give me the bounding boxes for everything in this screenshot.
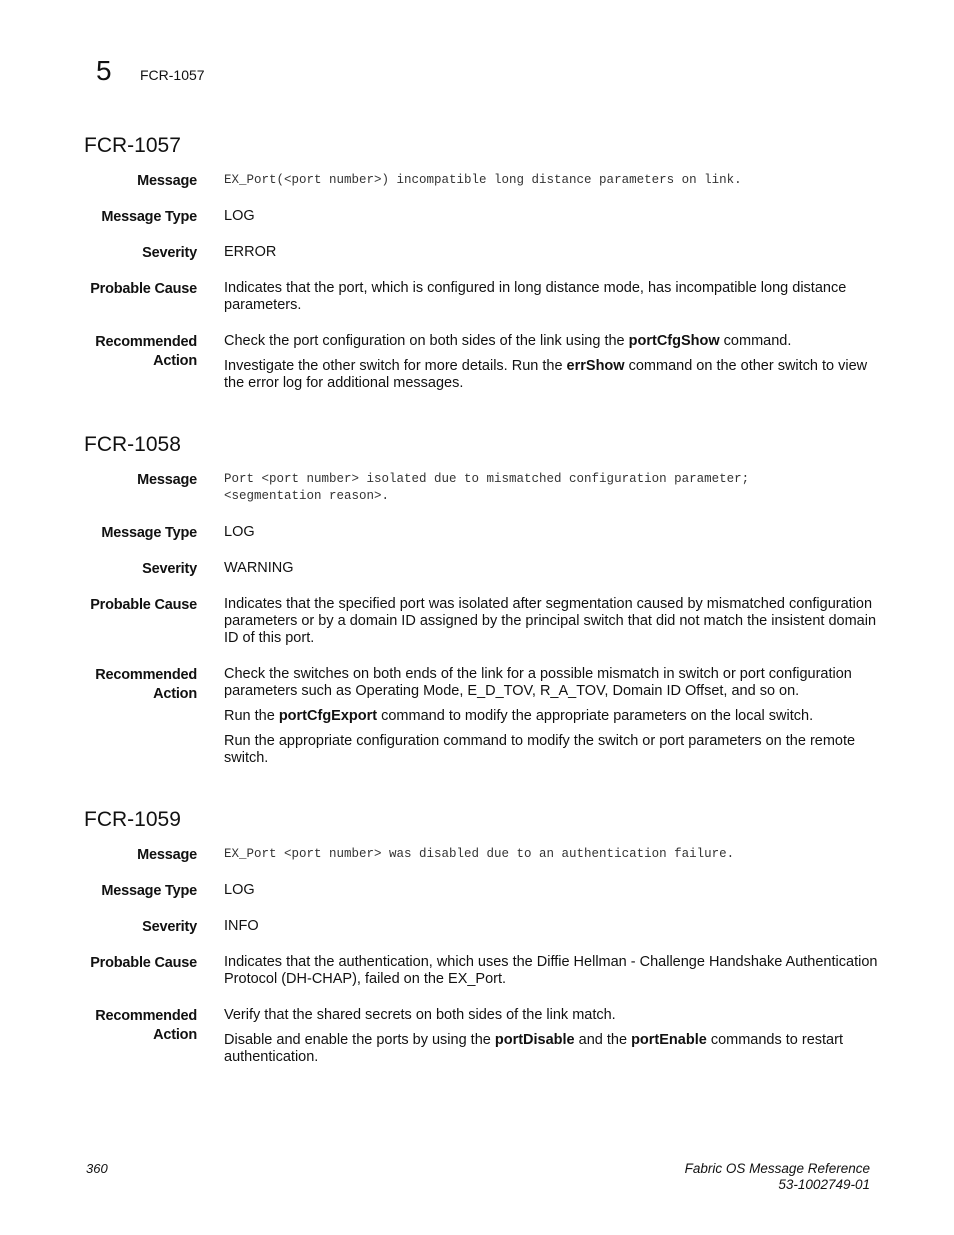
message-text: Port <port number> isolated due to mismatched configuration parameter; <segmentation reason>. xyxy=(224,472,750,503)
probable-cause-label: Probable Cause xyxy=(90,597,197,613)
probable-cause-row xyxy=(84,596,884,647)
probable-cause-label: Probable Cause xyxy=(90,281,197,297)
action-paragraph: Check the port configuration on both sides of the link using the portCfgShow command. xyxy=(224,333,792,349)
recommended-action-row xyxy=(84,1007,884,1066)
command-name: portEnable xyxy=(631,1032,707,1048)
message-type-label: Message Type xyxy=(101,209,197,225)
command-name: portCfgShow xyxy=(628,333,720,349)
message-type-value: LOG xyxy=(224,882,255,898)
command-name: errShow xyxy=(566,358,625,374)
doc-title: Fabric OS Message Reference xyxy=(684,1161,870,1176)
severity-label: Severity xyxy=(142,245,197,261)
severity-row xyxy=(84,244,884,261)
action-paragraph: Check the switches on both ends of the link for a possible mismatch in switch or port configuration parameters such as Operating Mode, E_D_TOV, R_A_TOV, Domain ID Offset, and so on. xyxy=(224,666,852,699)
action-paragraph: Disable and enable the ports by using the portDisable and the portEnable commands to restart authentication. xyxy=(224,1032,843,1065)
severity-label: Severity xyxy=(142,561,197,577)
message-label: Message xyxy=(137,472,197,488)
footer-doc-info xyxy=(685,1161,870,1193)
message-text: EX_Port <port number> was disabled due to an authentication failure. xyxy=(224,847,735,861)
probable-cause-label: Probable Cause xyxy=(90,955,197,971)
action-paragraph: Investigate the other switch for more details. Run the errShow command on the other switch to view the error log for additional messages. xyxy=(224,358,868,391)
action-paragraph: Run the appropriate configuration command to modify the switch or port parameters on the remote switch. xyxy=(224,733,856,766)
message-row xyxy=(84,846,884,863)
action-paragraph: Run the portCfgExport command to modify the appropriate parameters on the local switch. xyxy=(224,708,814,724)
severity-value: ERROR xyxy=(224,244,277,260)
message-type-row xyxy=(84,524,884,541)
recommended-action-row xyxy=(84,666,884,767)
message-row xyxy=(84,172,884,189)
running-title: FCR-1057 xyxy=(140,67,205,83)
recommended-action-label: Recommended Action xyxy=(95,667,197,702)
severity-value: INFO xyxy=(224,918,259,934)
message-label: Message xyxy=(137,173,197,189)
message-type-row xyxy=(84,208,884,225)
probable-cause-text: Indicates that the specified port was isolated after segmentation caused by mismatched configuration parameters or by a domain ID assigned by the principal switch that did not match the insistent domain ID of this port. xyxy=(224,596,877,646)
section-fcr-1059 xyxy=(84,808,884,1085)
message-type-label: Message Type xyxy=(101,525,197,541)
recommended-action-label: Recommended Action xyxy=(95,1008,197,1043)
message-type-row xyxy=(84,882,884,899)
section-title: FCR-1057 xyxy=(84,134,181,157)
command-name: portCfgExport xyxy=(278,708,378,724)
chapter-number: 5 xyxy=(96,55,112,86)
probable-cause-text: Indicates that the authentication, which uses the Diffie Hellman - Challenge Handshake Authentication Protocol (DH-CHAP), failed on the EX_Port. xyxy=(224,954,878,987)
severity-value: WARNING xyxy=(224,560,294,576)
message-label: Message xyxy=(137,847,197,863)
recommended-action-row xyxy=(84,333,884,392)
section-fcr-1057 xyxy=(84,134,884,411)
section-title: FCR-1059 xyxy=(84,808,181,831)
message-text: EX_Port(<port number>) incompatible long distance parameters on link. xyxy=(224,173,742,187)
page-number: 360 xyxy=(86,1161,108,1176)
probable-cause-text: Indicates that the port, which is configured in long distance mode, has incompatible long distance parameters. xyxy=(224,280,847,313)
section-title: FCR-1058 xyxy=(84,433,181,456)
section-fcr-1058 xyxy=(84,433,884,786)
severity-label: Severity xyxy=(142,919,197,935)
recommended-action-text xyxy=(224,333,884,392)
probable-cause-row xyxy=(84,954,884,988)
message-type-value: LOG xyxy=(224,208,255,224)
recommended-action-text xyxy=(224,666,884,767)
action-paragraph: Verify that the shared secrets on both sides of the link match. xyxy=(224,1007,616,1023)
message-type-label: Message Type xyxy=(101,883,197,899)
recommended-action-label: Recommended Action xyxy=(95,334,197,369)
recommended-action-text xyxy=(224,1007,884,1066)
message-type-value: LOG xyxy=(224,524,255,540)
severity-row xyxy=(84,918,884,935)
severity-row xyxy=(84,560,884,577)
command-name: portDisable xyxy=(494,1032,575,1048)
doc-number: 53-1002749-01 xyxy=(778,1177,870,1192)
message-row xyxy=(84,471,884,505)
probable-cause-row xyxy=(84,280,884,314)
